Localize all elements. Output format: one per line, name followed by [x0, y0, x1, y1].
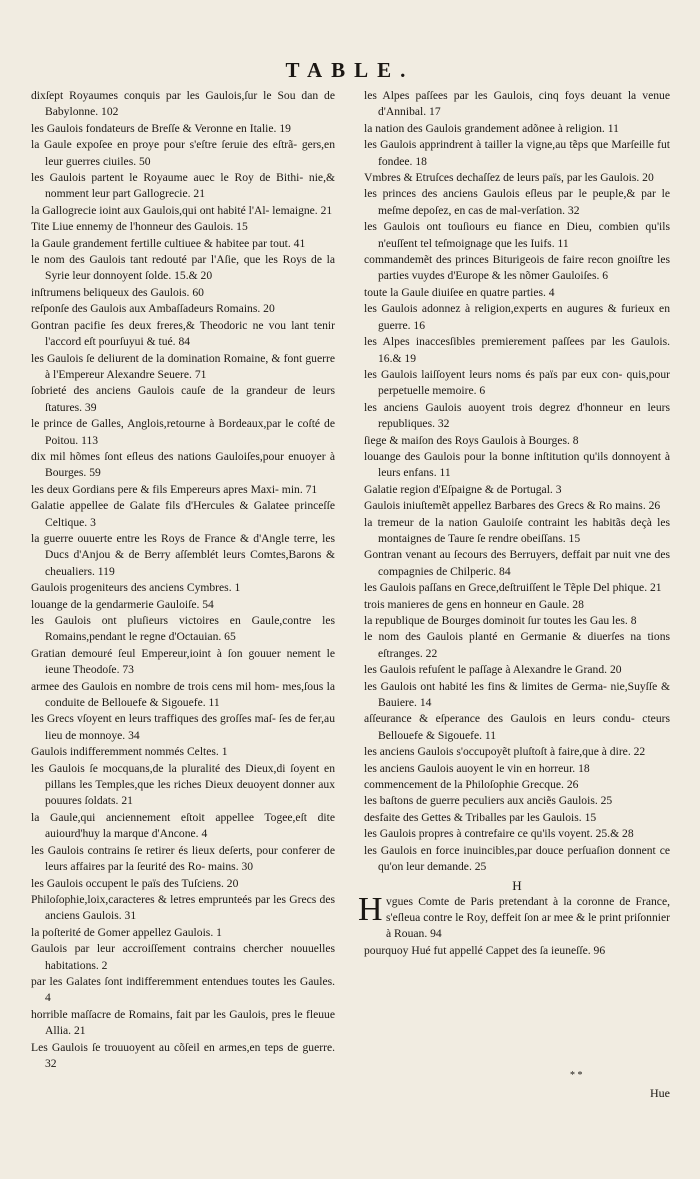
index-entry: ſobrieté des anciens Gaulois cauſe de la grandeur de leurs ſtatures. 39 — [31, 384, 335, 414]
right-entries — [364, 88, 670, 876]
index-entry: louange de la gendarmerie Gauloiſe. 54 — [31, 597, 214, 611]
index-entry: le nom des Gaulois tant redouté par l'Aſie, que les Roys de la Syrie leur donnoyent ſolde. 15.& 20 — [31, 253, 335, 283]
index-entry: Gaulois progeniteurs des anciens Cymbres. 1 — [31, 581, 241, 595]
index-entry: les anciens Gaulois auoyent trois degrez d'honneur en leurs republiques. 32 — [364, 400, 670, 431]
index-entry: reſponſe des Gaulois aux Ambaſſadeurs Romains. 20 — [31, 302, 275, 316]
index-entry: les anciens Gaulois s'occupoyẽt pluſtoſt à faire,que à dire. 22 — [364, 745, 646, 759]
drop-cap: H — [358, 890, 383, 928]
index-entry: les Gaulois ſe mocquans,de la pluralité des Dieux,di ſoyent en pillans les Temples,que les riches Dieux deuoyent donner aux pouures ſoldats. 21 — [31, 761, 335, 808]
index-entry: commencement de la Philoſophie Grecque. 26 — [364, 778, 579, 792]
index-entry: inſtrumens beliqueux des Gaulois. 60 — [31, 285, 204, 299]
page-heading: TABLE. — [285, 58, 415, 82]
index-entry: les Gaulois partent le Royaume auec le Roy de Bithi- nie,& nomment leur part Gallogrecie. 21 — [31, 171, 335, 201]
index-entry: la republique de Bourges dominoit ſur toutes les Gau les. 8 — [364, 614, 637, 627]
index-entry: les Gaulois occupent le païs des Tuſciens. 20 — [31, 876, 239, 890]
section-first-entry-text: vgues Comte de Paris pretendant à la coronne de France, s'eſleua contre le Roy, deffeit ſon ar mee & le print priſonnier à Rouan. 94 — [386, 894, 670, 941]
index-entry: les Gaulois paſſans en Grece,deſtruiſſent le Tẽple Del phique. 21 — [364, 581, 662, 595]
index-entry: Gratian demouré ſeul Empereur,ioint à ſon gouuer nement le ieune Theodoſe. 73 — [31, 646, 335, 677]
index-entry: Gontran venant au ſecours des Berruyers, deffait par nuit vne des compagnies de Chilperic. 84 — [364, 548, 670, 578]
index-entry: les Gaulois adonnez à religion,experts en augures & furieux en guerre. 16 — [364, 302, 670, 332]
index-entry: desfaite des Gettes & Triballes par les Gaulois. 15 — [364, 810, 597, 824]
index-entry: les Gaulois en force inuincibles,par douce perſuaſion donnent ce qu'on leur demande. 25 — [364, 843, 670, 874]
index-entry: le nom des Gaulois planté en Germanie & diuerſes na tions eſtranges. 22 — [364, 630, 670, 660]
index-entry: les princes des anciens Gaulois eſleus par le peuple,& par le meſme depoſez, en cas de mal-verſation. 32 — [364, 187, 670, 217]
index-entry: les Gaulois contrains ſe retirer és lieux deſerts, pour conferer de leurs affaires par la ſeurité des Ro- mains. 30 — [31, 843, 335, 874]
index-entry: Gaulois iniuſtemẽt appellez Barbares des Grecs & Ro mains. 26 — [364, 499, 661, 513]
index-entry: les Alpes inaccesſibles premierement paſſees par les Gaulois. 16.& 19 — [364, 335, 670, 365]
index-entry: la poſterité de Gomer appellez Gaulois. 1 — [31, 925, 222, 939]
index-entry: toute la Gaule diuiſee en quatre parties. 4 — [364, 285, 555, 299]
index-entry: les Grecs vſoyent en leurs traffiques des groſſes maſ- ſes de fer,au lieu de monnoye. 34 — [31, 712, 335, 742]
index-entry: le prince de Galles, Anglois,retourne à Bordeaux,par le coſté de Poitou. 113 — [31, 417, 335, 447]
index-entry: Galatie region d'Eſpaigne & de Portugal. 3 — [364, 482, 562, 496]
index-entry: la guerre ouuerte entre les Roys de France & d'Angle terre, les Ducs d'Anjou & de Berry aſſemblét leurs Comtes,Barons & cheualiers. 119 — [31, 531, 335, 578]
index-entry: ſiege & maiſon des Roys Gaulois à Bourges. 8 — [364, 433, 579, 447]
index-entry: la tremeur de la nation Gauloiſe contraint les habitãs deçà les montaignes de Taure ſe rendre obeiſſans. 15 — [364, 515, 670, 545]
index-entry: Philoſophie,loix,caracteres & letres emprunteés par les Grecs des anciens Gaulois. 31 — [31, 892, 335, 923]
index-entry: les Gaulois fondateurs de Breſſe & Veronne en Italie. 19 — [31, 121, 291, 135]
index-entry: Gontran pacifie ſes deux freres,& Theodoric ne vou lant tenir l'accord eſt pourſuyui & tué. 84 — [31, 318, 335, 349]
index-entry: Gaulois par leur accroiſſement contrains chercher nouuelles habitations. 2 — [31, 942, 335, 972]
index-entry: la nation des Gaulois grandement adõnee à religion. 11 — [364, 121, 619, 135]
index-entry: armee des Gaulois en nombre de trois cens mil hom- mes,ſous la conduite de Bellouefe & Sigouefe. 11 — [31, 679, 335, 710]
index-column-left — [31, 88, 335, 1072]
index-entry: les Gaulois ſe deliurent de la domination Romaine, & font guerre à l'Empereur Alexandre Seuere. 71 — [31, 351, 335, 381]
catchword: Hue — [650, 1086, 670, 1100]
index-entry: les Gaulois laiſſoyent leurs noms és païs par eux con- quis,pour perpetuelle memoire. 6 — [364, 367, 670, 398]
index-entry: dixſept Royaumes conquis par les Gaulois,ſur le Sou dan de Babylonne. 102 — [31, 89, 335, 119]
index-entry: les baſtons de guerre peculiers aux anciẽs Gaulois. 25 — [364, 794, 613, 808]
index-entry: les Gaulois apprindrent à tailler la vigne,au tẽps que Marſeille fut fondee. 18 — [364, 138, 670, 168]
index-column-right — [358, 88, 670, 959]
index-entry: dix mil hõmes ſont eſleus des nations Gauloiſes,pour enuoyer à Bourges. 59 — [31, 449, 335, 480]
index-entry: Tite Liue ennemy de l'honneur des Gaulois. 15 — [31, 220, 248, 234]
index-entry: les Gaulois ont habité les fins & limites de Germa- nie,Suyſſe & Bauiere. 14 — [364, 679, 670, 710]
index-entry: horrible maſſacre de Romains, fait par les Gaulois, pres le fleuue Allia. 21 — [31, 1007, 335, 1038]
index-entry: Gaulois indifferemment nommés Celtes. 1 — [31, 745, 228, 759]
index-entry: Les Gaulois ſe trouuoyent au cõſeil en armes,en teps de guerre. 32 — [31, 1040, 335, 1070]
index-entry: les Alpes paſſees par les Gaulois, cinq foys deuant la venue d'Annibal. 17 — [364, 89, 670, 119]
index-entry: commandemẽt des princes Biturigeois de faire recon gnoiſtre les parties vuydes d'Europe & les nõmer Gauloiſes. 6 — [364, 253, 670, 283]
index-entry: louange des Gaulois pour la bonne inſtitution qu'ils donnoyent à leurs enfans. 11 — [364, 449, 670, 480]
section-second-entry: pourquoy Hué fut appellé Cappet des ſa ieuneſſe. 96 — [364, 943, 606, 957]
index-entry: les Gaulois propres à contrefaire ce qu'ils voyent. 25.& 28 — [364, 827, 634, 841]
index-entry: Vmbres & Etruſces dechaſſez de leurs païs, par les Gaulois. 20 — [364, 171, 654, 185]
index-entry: la Gaule expoſee en proye pour s'eſtre ſeruie des eſtrã- gers,en leur guerres ciuiles. 50 — [31, 138, 335, 168]
index-entry: les Gaulois ont pluſieurs victoires en Gaule,contre les Romains,pendant le regne d'Octauian. 65 — [31, 614, 335, 644]
index-entry: la Gaule,qui anciennement eſtoit appellee Togee,eſt dite auiourd'huy la marque d'Ancone. 4 — [31, 810, 335, 841]
index-entry: par les Galates ſont indifferemment entendues toutes les Gaules. 4 — [31, 974, 335, 1005]
index-entry: les anciens Gaulois auoyent le vin en horreur. 18 — [364, 761, 590, 775]
index-entry: la Gaule grandement fertille cultiuee & habitee par tout. 41 — [31, 236, 306, 250]
printer-marks: * * — [570, 1070, 583, 1081]
section-first-entry — [358, 890, 670, 943]
index-entry: la Gallogrecie ioint aux Gaulois,qui ont habité l'Al- lemaigne. 21 — [31, 203, 333, 217]
index-entry: aſſeurance & eſperance des Gaulois en leurs condu- cteurs Bellouefe & Sigouefe. 11 — [364, 712, 670, 742]
index-entry: les Gaulois ont touſiours eu fiance en Dieu, combien qu'ils n'euſſent tel teſmoignage que les Iuifs. 11 — [364, 220, 670, 250]
index-entry: trois manieres de gens en honneur en Gaule. 28 — [364, 597, 584, 611]
section-letter: H — [512, 877, 522, 893]
index-entry: les Gaulois refuſent le paſſage à Alexandre le Grand. 20 — [364, 663, 622, 677]
index-entry: Galatie appellee de Galate fils d'Hercules & Galatee princeſſe Celtique. 3 — [31, 499, 335, 529]
index-entry: les deux Gordians pere & fils Empereurs apres Maxi- min. 71 — [31, 482, 318, 496]
